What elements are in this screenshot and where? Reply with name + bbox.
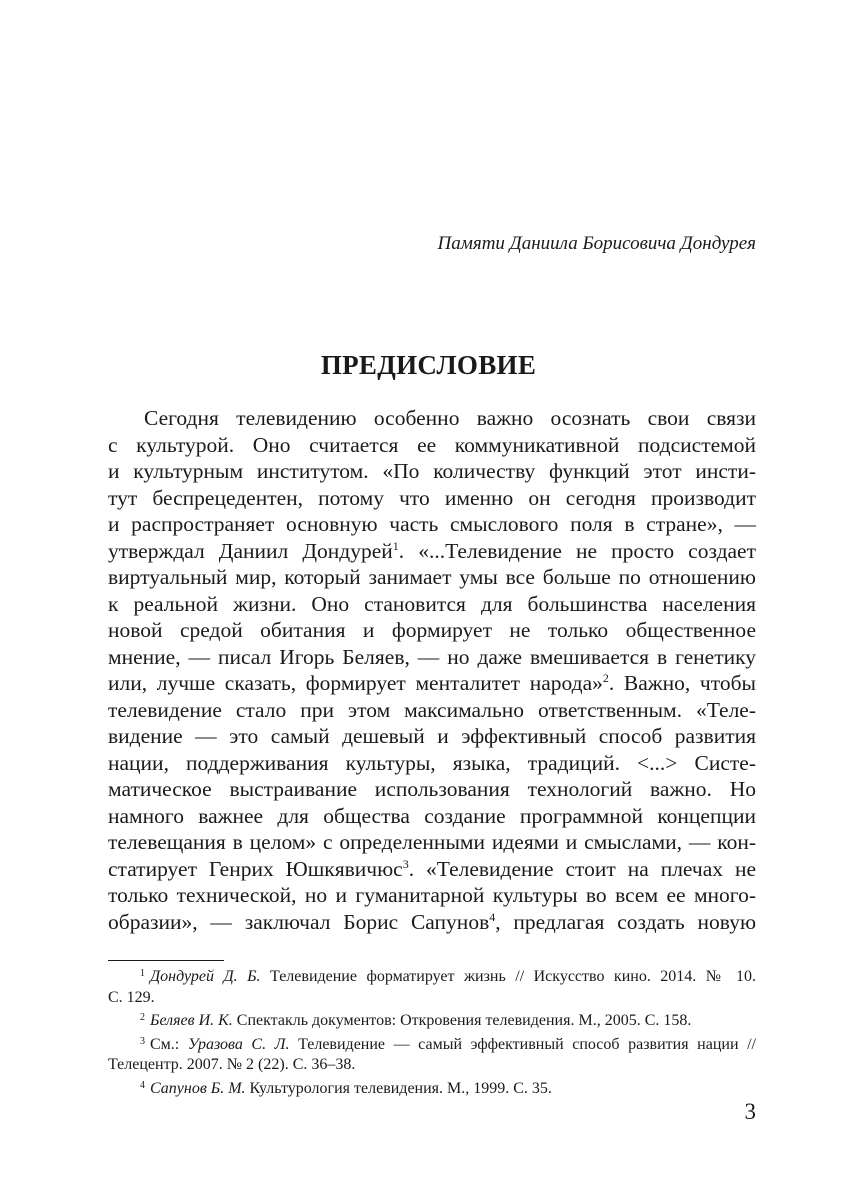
footnote-ref-2: 2: [602, 671, 609, 685]
footnote-divider: [108, 960, 224, 961]
body-line: к реальной жизни. Оно становится для большинства населения: [108, 591, 756, 616]
body-line: намного важнее для общества создание программной концепции: [108, 803, 756, 828]
body-line: новой средой обитания и формирует не только общественное: [108, 618, 756, 642]
body-line: только технической, но и гуманитарной культуры во всем ее много-: [108, 883, 756, 907]
page-title: ПРЕДИСЛОВИЕ: [320, 350, 537, 380]
body-line: нации, поддерживания культуры, языка, традиций. <...> Систе-: [108, 750, 756, 775]
body-line: статирует Генрих Юшкявичюс$^3$. «Телевидение стоит на плечах не: [108, 856, 757, 881]
footnote-3: $^3$ См.: Уразова С. Л. Телевидение — самый эффективный способ развития нации // Телецентр. 2007. № 2 (22). С. 36–38.: [108, 1035, 756, 1073]
footnote-2: $^2$ Беляев И. К. Спектакль документов: Откровения телевидения. М., 2005. С. 158.: [140, 1012, 692, 1029]
preface-body: [108, 405, 756, 935]
body-line: или, лучше сказать, формирует менталитет народа»$^2$. Важно, чтобы: [108, 671, 756, 695]
footnote-1: $^1$ Дондурей Д. Б. Телевидение форматирует жизнь // Искусство кино. 2014. № 10. С. 129.: [108, 968, 757, 1006]
footnote-author: Дондурей Д. Б.: [150, 968, 261, 985]
body-line: тут беспрецедентен, потому что именно он сегодня производит: [108, 485, 756, 510]
footnote-ref-4: 4: [489, 909, 496, 924]
body-line: с культурой. Оно считается ее коммуникативной подсистемой: [108, 432, 756, 457]
body-line: образии», — заключал Борис Сапунов$^4$, предлагая создать новую: [108, 909, 757, 934]
body-line: видение — это самый дешевый и эффективный способ развития: [108, 724, 756, 748]
body-line: и культурным институтом. «По количеству функций этот инсти-: [108, 459, 756, 483]
page-number: 3: [744, 1099, 756, 1124]
body-line: мнение, — писал Игорь Беляев, — но даже вмешивается в генетику: [108, 644, 756, 669]
body-line: виртуальный мир, который занимает умы все больше по отношению: [108, 565, 756, 589]
dedication: Памяти Даниила Борисовича Дондурея: [437, 233, 756, 254]
body-line: и распространяет основную часть смыслового поля в стране», —: [108, 512, 756, 536]
body-line: матическое выстраивание использования технологий важно. Но: [108, 777, 756, 801]
footnote-author: Уразова С. Л.: [187, 1035, 290, 1053]
body-line: Сегодня телевидению особенно важно осознать свои связи: [144, 406, 756, 430]
footnotes: [108, 964, 756, 1099]
body-line: телевещания в целом» с определенными идеями и смыслами, — кон-: [108, 830, 756, 854]
footnote-author: Сапунов Б. М.: [150, 1079, 246, 1097]
footnote-ref-1: 1: [392, 538, 399, 553]
footnote-author: Беляев И. К.: [150, 1012, 233, 1029]
footnote-4: $^4$ Сапунов Б. М. Культурология телевидения. М., 1999. С. 35.: [140, 1079, 552, 1097]
body-line: телевидение стало при этом максимально ответственным. «Теле-: [108, 697, 756, 722]
footnote-ref-3: 3: [402, 856, 409, 871]
body-line: утверждал Даниил Дондурей$^1$. «...Телевидение не просто создает: [108, 538, 756, 563]
